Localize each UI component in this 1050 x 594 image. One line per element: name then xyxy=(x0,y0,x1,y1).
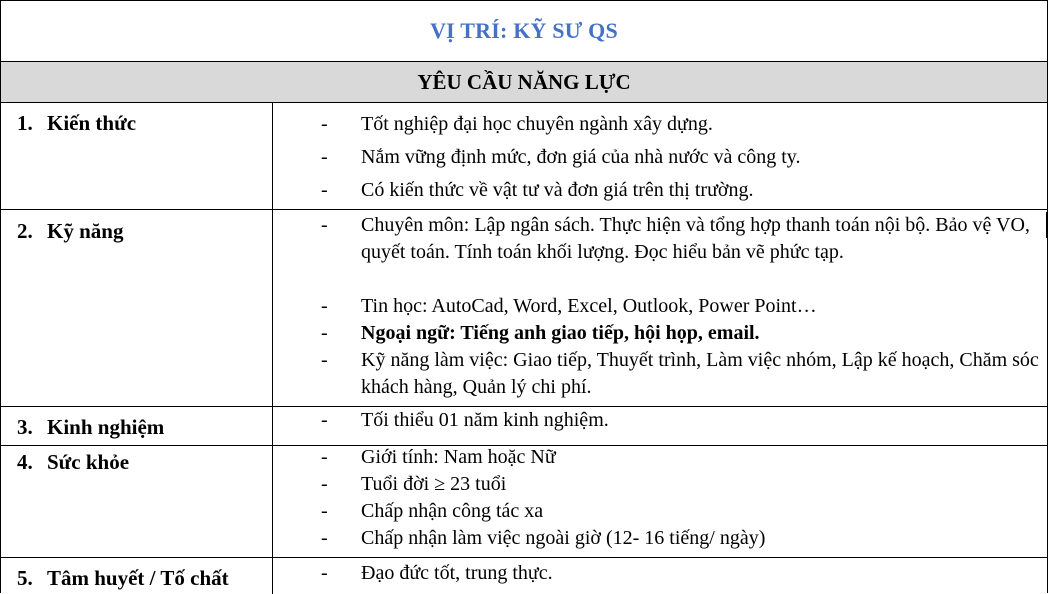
bullet-dash: - xyxy=(321,295,328,317)
list-item-text: Chuyên môn: Lập ngân sách. Thực hiện và tổng hợp thanh toán nội bộ. Bảo vệ VO, quyết toán. Tính toán khối lượng. Đọc hiểu bản vẽ phức tạp. xyxy=(361,214,1030,263)
list-item-text: Tuổi đời ≥ 23 tuổi xyxy=(361,473,507,495)
bullet-dash: - xyxy=(321,500,328,522)
row-title: Kỹ năng xyxy=(47,219,124,243)
section-header: YÊU CẦU NĂNG LỰC xyxy=(417,69,631,94)
list-item-text: Chấp nhận làm việc ngoài giờ (12- 16 tiếng/ ngày) xyxy=(361,527,766,549)
list-item-text: Giới tính: Nam hoặc Nữ xyxy=(361,446,556,468)
list-item-text: Nắm vững định mức, đơn giá của nhà nước và công ty. xyxy=(361,146,801,168)
column-divider xyxy=(272,210,273,406)
bullet-dash: - xyxy=(321,322,328,344)
list-item-text: Tối thiểu 01 năm kinh nghiệm. xyxy=(361,409,609,431)
table-row-experience xyxy=(1,407,1047,446)
bullet-dash: - xyxy=(321,409,328,431)
bullet-dash: - xyxy=(321,473,328,495)
row-number: 5. xyxy=(17,566,33,590)
row-label xyxy=(17,219,123,244)
row-number: 4. xyxy=(17,450,33,474)
list-item-text: Tốt nghiệp đại học chuyên ngành xây dựng. xyxy=(361,113,713,135)
table-row-skills xyxy=(1,210,1047,407)
row-title: Kinh nghiệm xyxy=(47,415,165,439)
row-label xyxy=(17,111,136,136)
column-divider xyxy=(272,446,273,557)
row-title: Kiến thức xyxy=(47,111,137,135)
list-item-text: Đạo đức tốt, trung thực. xyxy=(361,562,553,584)
list-item-text: Kỹ năng làm việc: Giao tiếp, Thuyết trình, Làm việc nhóm, Lập kế hoạch, Chăm sóc khách hàng, Quản lý chi phí. xyxy=(361,349,1039,398)
row-title: Tâm huyết / Tố chất xyxy=(47,566,229,590)
title-row xyxy=(1,1,1047,62)
bullet-dash: - xyxy=(321,446,328,468)
list-item-text: Có kiến thức về vật tư và đơn giá trên thị trường. xyxy=(361,179,754,201)
row-label xyxy=(17,566,229,591)
list-item-text: Chấp nhận công tác xa xyxy=(361,500,544,522)
row-label xyxy=(17,450,129,475)
row-number: 3. xyxy=(17,415,33,439)
bullet-dash: - xyxy=(321,113,328,135)
row-title: Sức khỏe xyxy=(47,450,130,474)
column-divider xyxy=(272,558,273,594)
bullet-dash: - xyxy=(321,146,328,168)
list-item-text: Tin học: AutoCad, Word, Excel, Outlook, Power Point… xyxy=(361,295,817,317)
row-number: 2. xyxy=(17,219,33,243)
table-row-knowledge xyxy=(1,103,1047,210)
bullet-dash: - xyxy=(321,562,328,584)
list-item-text: Ngoại ngữ: Tiếng anh giao tiếp, hội họp, email. xyxy=(361,322,760,344)
bullet-dash: - xyxy=(321,179,328,201)
row-label xyxy=(17,415,164,440)
cursor-mark xyxy=(1046,212,1047,238)
bullet-dash: - xyxy=(321,214,328,236)
table-row-attitude xyxy=(1,558,1047,594)
table-row-health xyxy=(1,446,1047,558)
page-title: VỊ TRÍ: KỸ SƯ QS xyxy=(430,18,618,43)
column-divider xyxy=(272,407,273,445)
row-number: 1. xyxy=(17,111,33,135)
section-header-row xyxy=(1,62,1047,103)
column-divider xyxy=(272,103,273,209)
bullet-dash: - xyxy=(321,527,328,549)
bullet-dash: - xyxy=(321,349,328,371)
